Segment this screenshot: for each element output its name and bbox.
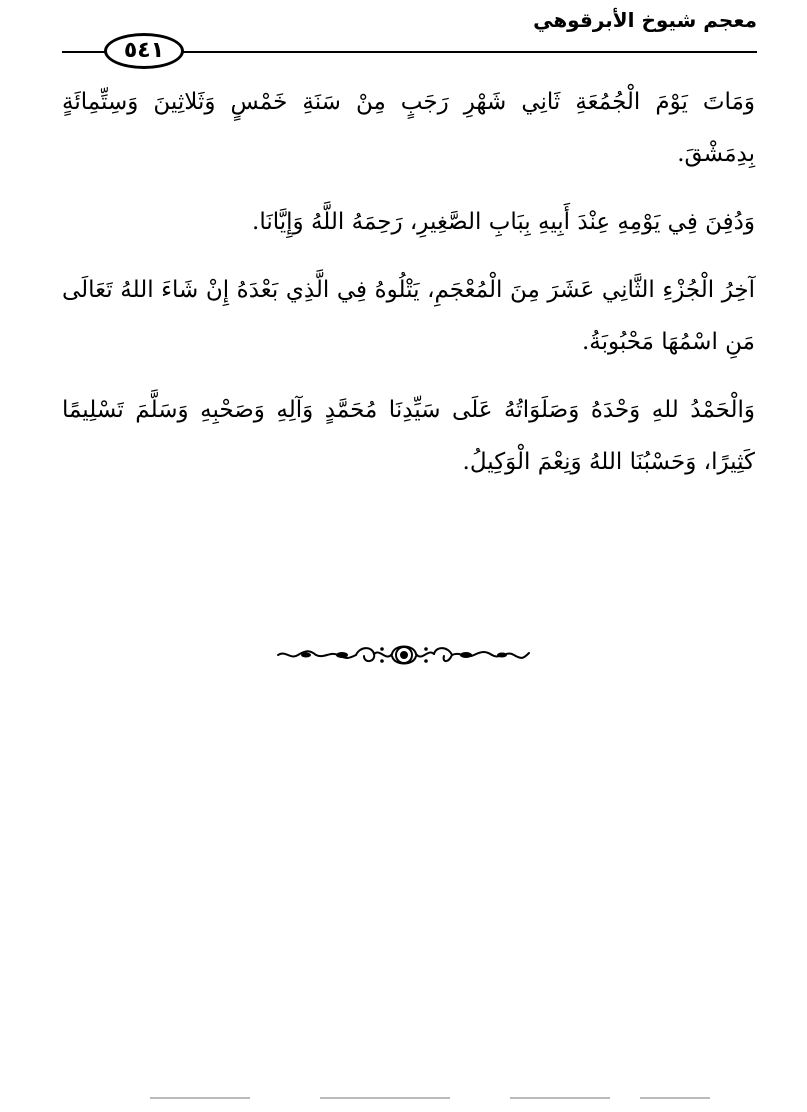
page-number: ٥٤١	[123, 38, 165, 63]
arabesque-divider-icon	[276, 640, 531, 670]
paragraph-burial: وَدُفِنَ فِي يَوْمِهِ عِنْدَ أَبِيهِ بِبَابِ الصَّغِيرِ، رَحِمَهُ اللَّهُ وَإِيَّانَا.	[252, 209, 755, 235]
bottom-scan-marks	[150, 1096, 710, 1100]
running-title: معجم شيوخ الأبرقوهي	[533, 8, 757, 32]
paragraph-death-date: وَمَاتَ يَوْمَ الْجُمُعَةِ ثَانِي شَهْرِ رَجَبٍ مِنْ سَنَةِ خَمْسٍ وَثَلاثِينَ وَسِتِّمِائَةٍ بِدِمَشْقَ.	[62, 89, 755, 167]
page-number-oval	[104, 33, 184, 69]
body-text	[62, 76, 755, 504]
paragraph-part-end: آخِرُ الْجُزْءِ الثَّانِي عَشَرَ مِنَ الْمُعْجَمِ، يَتْلُوهُ فِي الَّذِي بَعْدَهُ إِنْ شَاءَ اللهُ تَعَالَى مَنِ اسْمُهَا مَحْبُوبَةُ.	[62, 277, 755, 355]
paragraph-doxology: وَالْحَمْدُ للهِ وَحْدَهُ وَصَلَوَاتُهُ عَلَى سَيِّدِنَا مُحَمَّدٍ وَآلِهِ وَصَحْبِهِ وَسَلَّمَ تَسْلِيمًا كَثِيرًا، وَحَسْبُنَا اللهُ وَنِعْمَ الْوَكِيلُ.	[62, 397, 755, 475]
